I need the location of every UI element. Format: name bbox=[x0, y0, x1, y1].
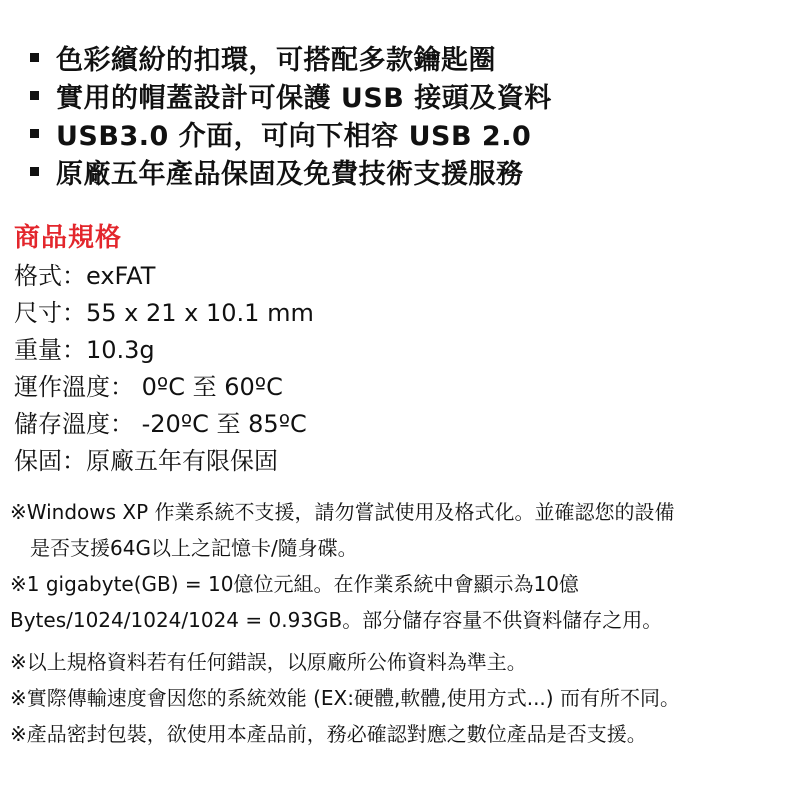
feature-text: USB3.0 介面，可向下相容 USB 2.0 bbox=[56, 120, 532, 152]
feature-text: 色彩繽紛的扣環，可搭配多款鑰匙圈 bbox=[56, 44, 496, 76]
note-transfer-speed: ※實際傳輸速度會因您的系統效能 (EX:硬體,軟體,使用方式...) 而有所不同。 bbox=[10, 686, 680, 710]
note-spec-errors: ※以上規格資料若有任何錯誤，以原廠所公佈資料為準主。 bbox=[10, 650, 527, 674]
note-windows-xp-cont: 是否支援64G以上之記憶卡/隨身碟。 bbox=[30, 536, 358, 560]
spec-row-dimensions: 尺寸：55 x 21 x 10.1 mm bbox=[14, 299, 314, 327]
note-windows-xp: ※Windows XP 作業系統不支援，請勿嘗試使用及格式化。並確認您的設備 bbox=[10, 500, 675, 524]
feature-list bbox=[30, 38, 790, 190]
square-bullet-icon bbox=[30, 91, 39, 100]
square-bullet-icon bbox=[30, 167, 39, 176]
square-bullet-icon bbox=[30, 53, 39, 62]
square-bullet-icon bbox=[30, 129, 39, 138]
spec-section bbox=[14, 218, 784, 480]
note-sealed-package: ※產品密封包裝，欲使用本產品前，務必確認對應之數位產品是否支援。 bbox=[10, 722, 647, 746]
notes-section bbox=[10, 494, 795, 752]
feature-text: 實用的帽蓋設計可保護 USB 接頭及資料 bbox=[56, 82, 552, 114]
feature-item bbox=[30, 152, 790, 190]
feature-text: 原廠五年產品保固及免費技術支援服務 bbox=[56, 158, 524, 190]
spec-row-format: 格式：exFAT bbox=[14, 262, 156, 290]
note-gigabyte-cont: Bytes/1024/1024/1024 = 0.93GB。部分儲存容量不供資料儲存之用。 bbox=[10, 608, 663, 632]
spec-row-storage-temp: 儲存溫度： -20ºC 至 85ºC bbox=[14, 410, 307, 438]
spec-title: 商品規格 bbox=[14, 223, 123, 253]
feature-item bbox=[30, 114, 790, 152]
spec-row-operating-temp: 運作溫度： 0ºC 至 60ºC bbox=[14, 373, 283, 401]
spec-row-warranty: 保固：原廠五年有限保固 bbox=[14, 447, 278, 475]
spec-row-weight: 重量：10.3g bbox=[14, 336, 155, 364]
note-gigabyte: ※1 gigabyte(GB) = 10億位元組。在作業系統中會顯示為10億 bbox=[10, 572, 579, 596]
feature-item bbox=[30, 76, 790, 114]
feature-item bbox=[30, 38, 790, 76]
